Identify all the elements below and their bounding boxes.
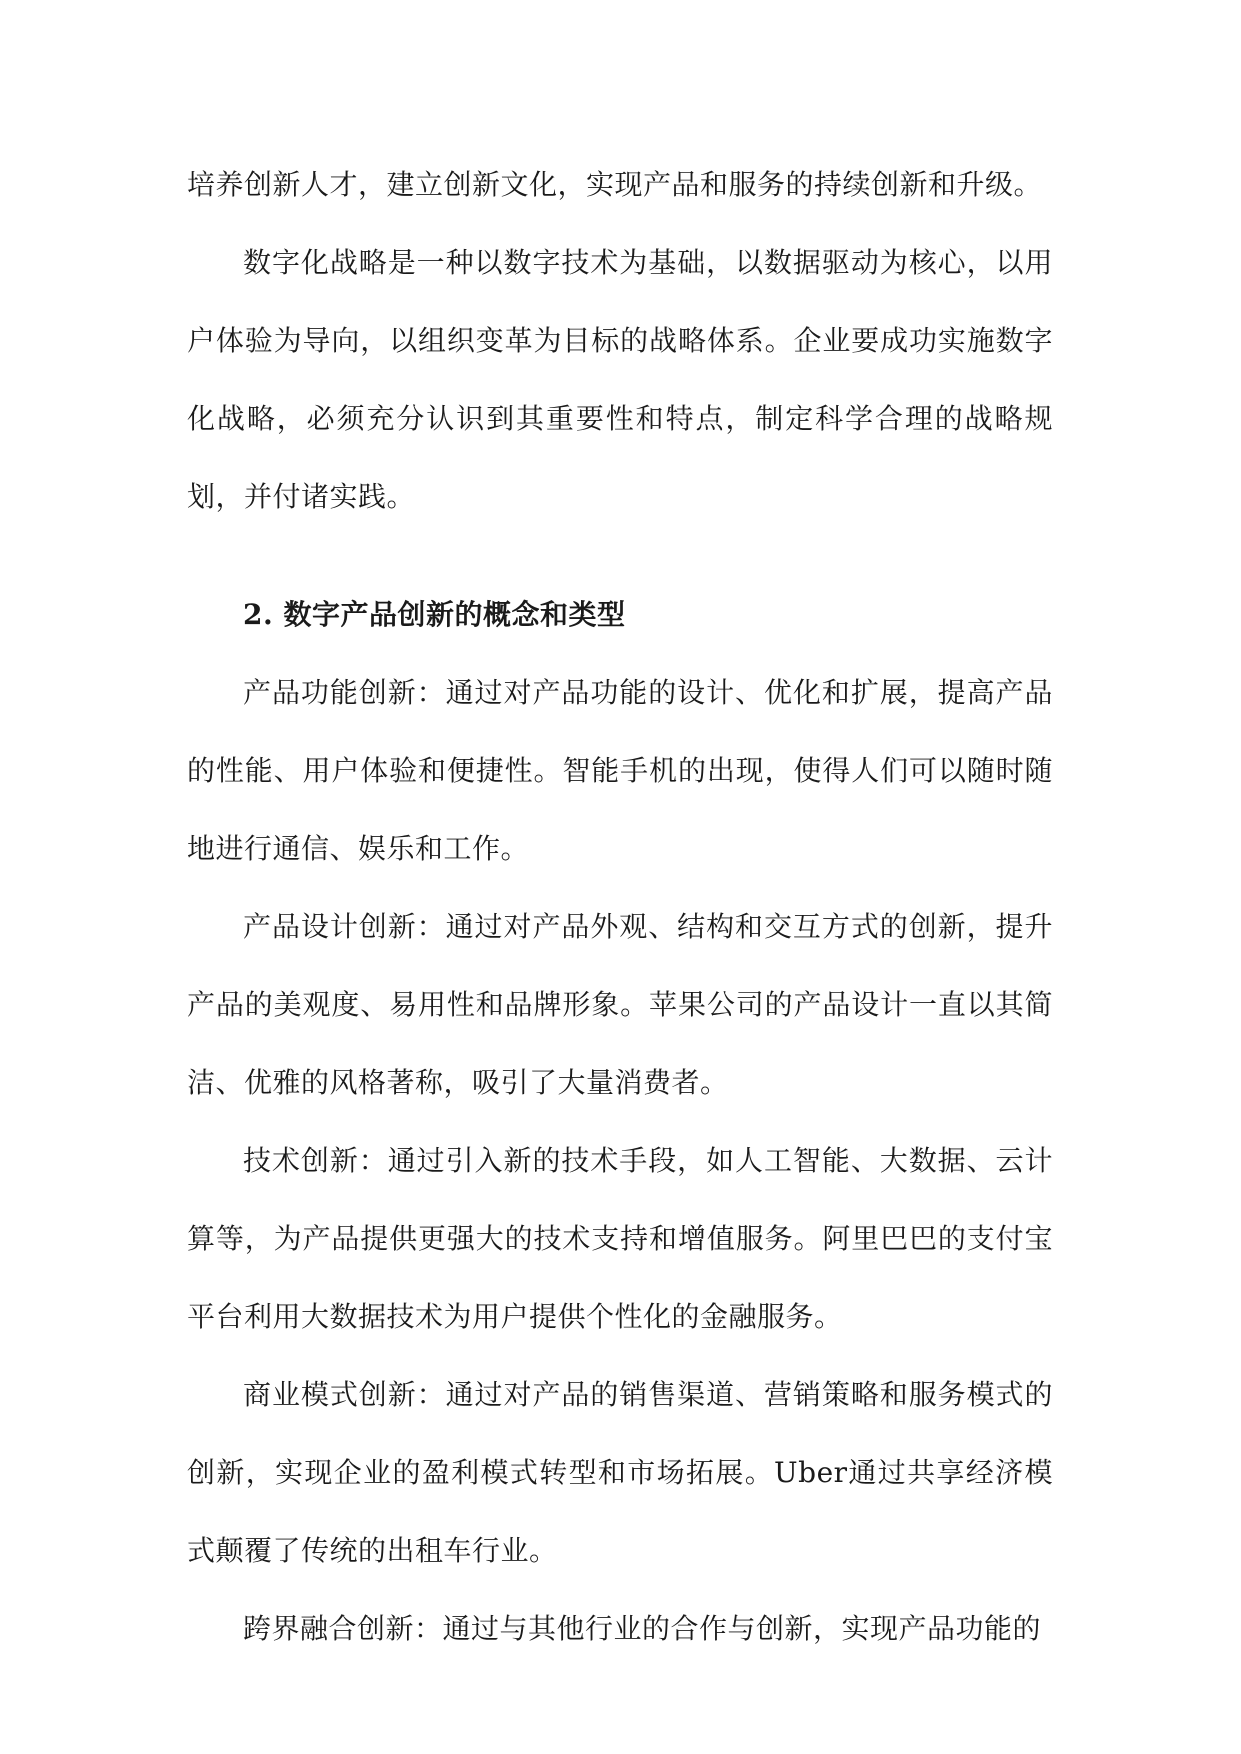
paragraph-digital-strategy: 数字化战略是一种以数字技术为基础，以数据驱动为核心，以用户体验为导向，以组织变革为目标的战略体系。企业要成功实施数字化战略，必须充分认识到其重要性和特点，制定科学合理的战略规划，并付诸实践。 <box>187 246 1053 513</box>
section-heading: 2. 数字产品创新的概念和类型 <box>243 598 626 631</box>
paragraph-crossover-innovation: 跨界融合创新：通过与其他行业的合作与创新，实现产品功能的 <box>243 1612 1042 1645</box>
paragraph-technology-innovation: 技术创新：通过引入新的技术手段，如人工智能、大数据、云计算等，为产品提供更强大的技术支持和增值服务。阿里巴巴的支付宝平台利用大数据技术为用户提供个性化的金融服务。 <box>187 1144 1053 1333</box>
paragraph-function-innovation: 产品功能创新：通过对产品功能的设计、优化和扩展，提高产品的性能、用户体验和便捷性。智能手机的出现，使得人们可以随时随地进行通信、娱乐和工作。 <box>187 676 1053 865</box>
paragraph-continuation: 培养创新人才，建立创新文化，实现产品和服务的持续创新和升级。 <box>187 168 1043 201</box>
paragraph-business-model-innovation: 商业模式创新：通过对产品的销售渠道、营销策略和服务模式的创新，实现企业的盈利模式转型和市场拓展。Uber通过共享经济模式颠覆了传统的出租车行业。 <box>187 1378 1053 1567</box>
document-body <box>187 146 1053 1668</box>
paragraph-design-innovation: 产品设计创新：通过对产品外观、结构和交互方式的创新，提升产品的美观度、易用性和品牌形象。苹果公司的产品设计一直以其简洁、优雅的风格著称，吸引了大量消费者。 <box>187 910 1053 1099</box>
